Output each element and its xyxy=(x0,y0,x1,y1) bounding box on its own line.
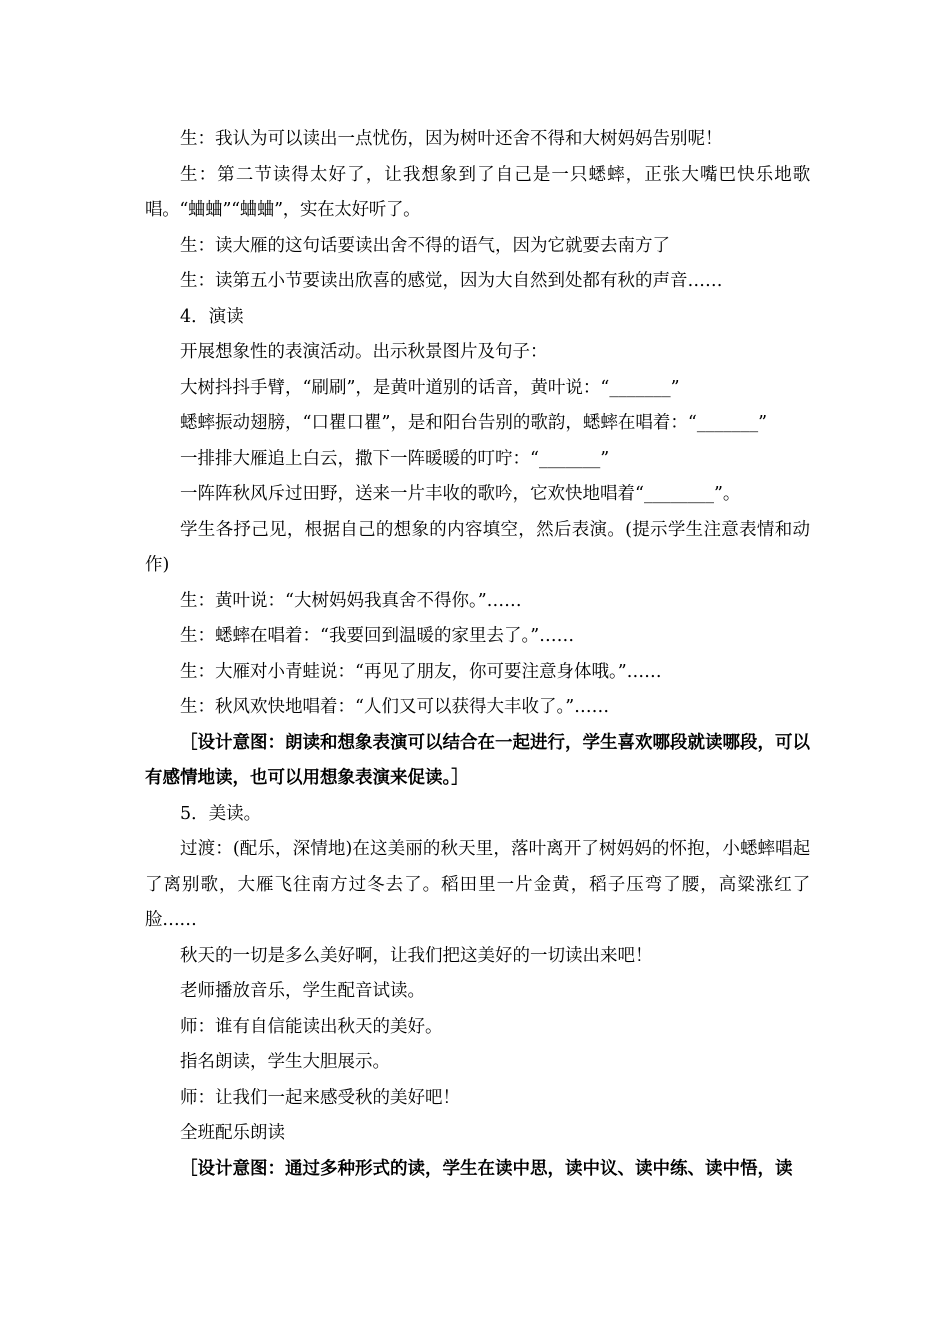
paragraph-student-geese: 生：读大雁的这句话要读出舍不得的语气，因为它就要去南方了 xyxy=(180,235,670,256)
paragraph-cricket-blank: 蟋蟀振动翅膀，“口瞿口瞿”，是和阳台告别的歌韵，蟋蟀在唱着：“_______” xyxy=(180,413,768,433)
paragraph-student-sadness: 生：我认为可以读出一点忧伤，因为树叶还舍不得和大树妈妈告别呢！ xyxy=(180,129,723,149)
document-page xyxy=(145,122,810,1187)
paragraph-answer-geese: 生：大雁对小青蛙说：“再见了朋友，你可要注意身体哦。”…… xyxy=(180,661,662,682)
paragraph-answer-leaf: 生：黄叶说：“大树妈妈我真舍不得你。”…… xyxy=(180,590,522,611)
paragraph-answer-cricket: 生：蟋蟀在唱着：“我要回到温暖的家里去了。”…… xyxy=(180,626,575,646)
paragraph-geese-blank: 一排排大雁追上白云，撒下一阵暖暖的叮咛：“_______” xyxy=(180,448,610,469)
design-intent-note-2: ［设计意图：通过多种形式的读，学生在读中思，读中议、读中练、读中悟，读 xyxy=(180,1158,793,1179)
section-heading-beautiful-reading: 5．美读。 xyxy=(180,803,262,824)
paragraph-activity-intro: 开展想象性的表演活动。出示秋景图片及句子： xyxy=(180,342,548,362)
paragraph-name-reading: 指名朗读，学生大胆展示。 xyxy=(180,1052,390,1072)
paragraph-tree-blank: 大树抖抖手臂，“刷刷”，是黄叶道别的话音，黄叶说：“_______” xyxy=(180,377,680,398)
paragraph-students-fill: 学生各抒己见，根据自己的想象的内容填空，然后表演。(提示学生注意表情和动作) xyxy=(145,519,810,575)
paragraph-answer-wind: 生：秋风欢快地唱着：“人们又可以获得大丰收了。”…… xyxy=(180,697,610,717)
section-heading-act-reading: 4．演读 xyxy=(180,306,244,327)
paragraph-teacher-question: 师：谁有自信能读出秋天的美好。 xyxy=(180,1016,443,1037)
paragraph-autumn-beauty: 秋天的一切是多么美好啊，让我们把这美好的一切读出来吧！ xyxy=(180,945,653,966)
paragraph-student-fifth-section: 生：读第五小节要读出欣喜的感觉，因为大自然到处都有秋的声音…… xyxy=(180,271,723,291)
paragraph-student-cricket: 生：第二节读得太好了，让我想象到了自己是一只蟋蟀，正张大嘴巴快乐地歌唱。“蛐蛐”“蛐蛐”，实在太好听了。 xyxy=(145,164,810,220)
paragraph-wind-blank: 一阵阵秋风斥过田野，送来一片丰收的歌吟，它欢快地唱着“________”。 xyxy=(180,484,741,504)
paragraph-transition: 过渡：(配乐，深情地)在这美丽的秋天里，落叶离开了树妈妈的怀抱，小蟋蟀唱起了离别歌，大雁飞往南方过冬去了。稻田里一片金黄，稻子压弯了腰，高粱涨红了脸…… xyxy=(145,839,810,930)
paragraph-teacher-invite: 师：让我们一起来感受秋的美好吧！ xyxy=(180,1087,460,1108)
design-intent-note-1: ［设计意图：朗读和想象表演可以结合在一起进行，学生喜欢哪段就读哪段，可以有感情地读，也可以用想象表演来促读。］ xyxy=(145,732,810,788)
paragraph-teacher-music: 老师播放音乐，学生配音试读。 xyxy=(180,981,425,1001)
paragraph-class-reading: 全班配乐朗读 xyxy=(180,1123,285,1143)
